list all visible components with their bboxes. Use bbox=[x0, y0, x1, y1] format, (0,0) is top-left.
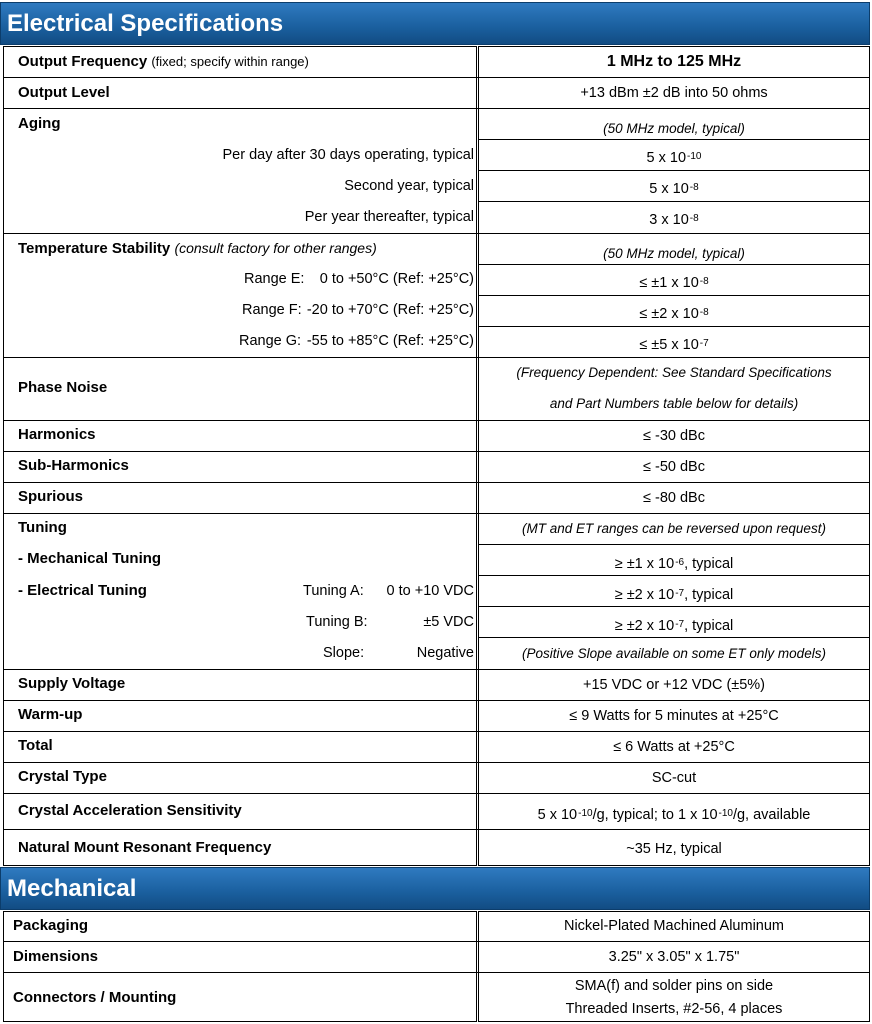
electrical-tuning-label: - Electrical Tuning bbox=[18, 582, 147, 599]
sub-harmonics-label: Sub-Harmonics bbox=[18, 457, 129, 474]
temperature-range-value: ≤ ±5 x $10^{-7}$ bbox=[639, 337, 709, 353]
phase-noise-line1: (Frequency Dependent: See Standard Specifications bbox=[516, 365, 832, 380]
spurious-label: Spurious bbox=[18, 488, 84, 505]
phase-noise-label: Phase Noise bbox=[18, 379, 108, 396]
tuning-b-name: Tuning B: bbox=[306, 614, 368, 630]
aging-row-value: 3 x $10^{-8}$ bbox=[649, 212, 699, 228]
aging-row-label: Per day after 30 days operating, typical bbox=[222, 147, 474, 163]
crystal-type-value: SC-cut bbox=[651, 770, 697, 786]
tuning-a-name: Tuning A: bbox=[303, 583, 364, 599]
output-level-value: +13 dBm ±2 dB into 50 ohms bbox=[580, 85, 768, 101]
electrical-left-column bbox=[3, 46, 477, 866]
connectors-line2: Threaded Inserts, #2-56, 4 places bbox=[565, 1001, 783, 1017]
temperature-range-span: 0 to +50°C (Ref: +25°C) bbox=[319, 271, 474, 287]
crystal-acceleration-value: 5 x $10^{-10}/g$, typical; to 1 x $10^{-10}/g$, available bbox=[537, 807, 811, 823]
connectors-label: Connectors / Mounting bbox=[13, 989, 177, 1006]
natural-mount-value: ~35 Hz, typical bbox=[626, 841, 722, 857]
spurious-value: ≤ -80 dBc bbox=[643, 490, 705, 506]
tuning-a-value: ≥ ±2 x $10^{-7}$, typical bbox=[614, 587, 734, 603]
output-level-label: Output Level bbox=[18, 84, 110, 101]
tuning-label: Tuning bbox=[18, 519, 67, 536]
phase-noise-line2: and Part Numbers table below for details) bbox=[549, 396, 799, 411]
crystal-acceleration-label: Crystal Acceleration Sensitivity bbox=[18, 802, 242, 819]
total-label: Total bbox=[18, 737, 53, 754]
aging-label: Aging bbox=[18, 115, 61, 132]
temperature-range-name: Range G: bbox=[239, 333, 302, 349]
temperature-range-span: -20 to +70°C (Ref: +25°C) bbox=[306, 302, 474, 318]
supply-voltage-label: Supply Voltage bbox=[18, 675, 126, 692]
slope-range: Negative bbox=[416, 645, 474, 661]
total-value: ≤ 6 Watts at +25°C bbox=[613, 739, 735, 755]
temperature-header-value: (50 MHz model, typical) bbox=[603, 246, 745, 261]
slope-value: (Positive Slope available on some ET only models) bbox=[522, 646, 826, 661]
electrical-section-header: Electrical Specifications bbox=[0, 2, 870, 45]
aging-row-value: 5 x $10^{-8}$ bbox=[649, 181, 699, 197]
aging-row-label: Second year, typical bbox=[344, 178, 474, 194]
temperature-range-value: ≤ ±1 x $10^{-8}$ bbox=[639, 275, 709, 291]
temperature-stability-label: Temperature Stability (consult factory for other ranges) bbox=[18, 240, 377, 257]
mechanical-tuning-value: ≥ ±1 x $10^{-6}$, typical bbox=[614, 556, 734, 572]
connectors-line1: SMA(f) and solder pins on side bbox=[574, 978, 774, 994]
harmonics-label: Harmonics bbox=[18, 426, 96, 443]
tuning-b-value: ≥ ±2 x $10^{-7}$, typical bbox=[614, 618, 734, 634]
aging-header-value: (50 MHz model, typical) bbox=[603, 121, 745, 136]
packaging-value: Nickel-Plated Machined Aluminum bbox=[563, 918, 784, 934]
aging-row-label: Per year thereafter, typical bbox=[304, 209, 474, 225]
tuning-b-range: ±5 VDC bbox=[423, 614, 474, 630]
slope-name: Slope: bbox=[323, 645, 365, 661]
natural-mount-label: Natural Mount Resonant Frequency bbox=[18, 839, 272, 856]
dimensions-label: Dimensions bbox=[13, 948, 99, 965]
tuning-header-value: (MT and ET ranges can be reversed upon request) bbox=[522, 521, 826, 536]
temperature-range-name: Range E: bbox=[244, 271, 305, 287]
output-frequency-value: 1 MHz to 125 MHz bbox=[606, 53, 742, 70]
output-frequency-label: Output Frequency (fixed; specify within range) bbox=[18, 53, 309, 70]
harmonics-value: ≤ -30 dBc bbox=[643, 428, 705, 444]
temperature-range-span: -55 to +85°C (Ref: +25°C) bbox=[306, 333, 474, 349]
tuning-a-range: 0 to +10 VDC bbox=[386, 583, 474, 599]
aging-row-value: 5 x $10^{-10}$ bbox=[646, 150, 702, 166]
mechanical-section-header: Mechanical bbox=[0, 867, 870, 910]
sub-harmonics-value: ≤ -50 dBc bbox=[643, 459, 705, 475]
warm-up-label: Warm-up bbox=[18, 706, 83, 723]
temperature-range-name: Range F: bbox=[242, 302, 302, 318]
mechanical-tuning-label: - Mechanical Tuning bbox=[18, 550, 162, 567]
warm-up-value: ≤ 9 Watts for 5 minutes at +25°C bbox=[569, 708, 779, 724]
temperature-range-value: ≤ ±2 x $10^{-8}$ bbox=[639, 306, 709, 322]
packaging-label: Packaging bbox=[13, 917, 89, 934]
supply-voltage-value: +15 VDC or +12 VDC (±5%) bbox=[582, 677, 766, 693]
crystal-type-label: Crystal Type bbox=[18, 768, 107, 785]
dimensions-value: 3.25" x 3.05" x 1.75" bbox=[608, 949, 740, 965]
